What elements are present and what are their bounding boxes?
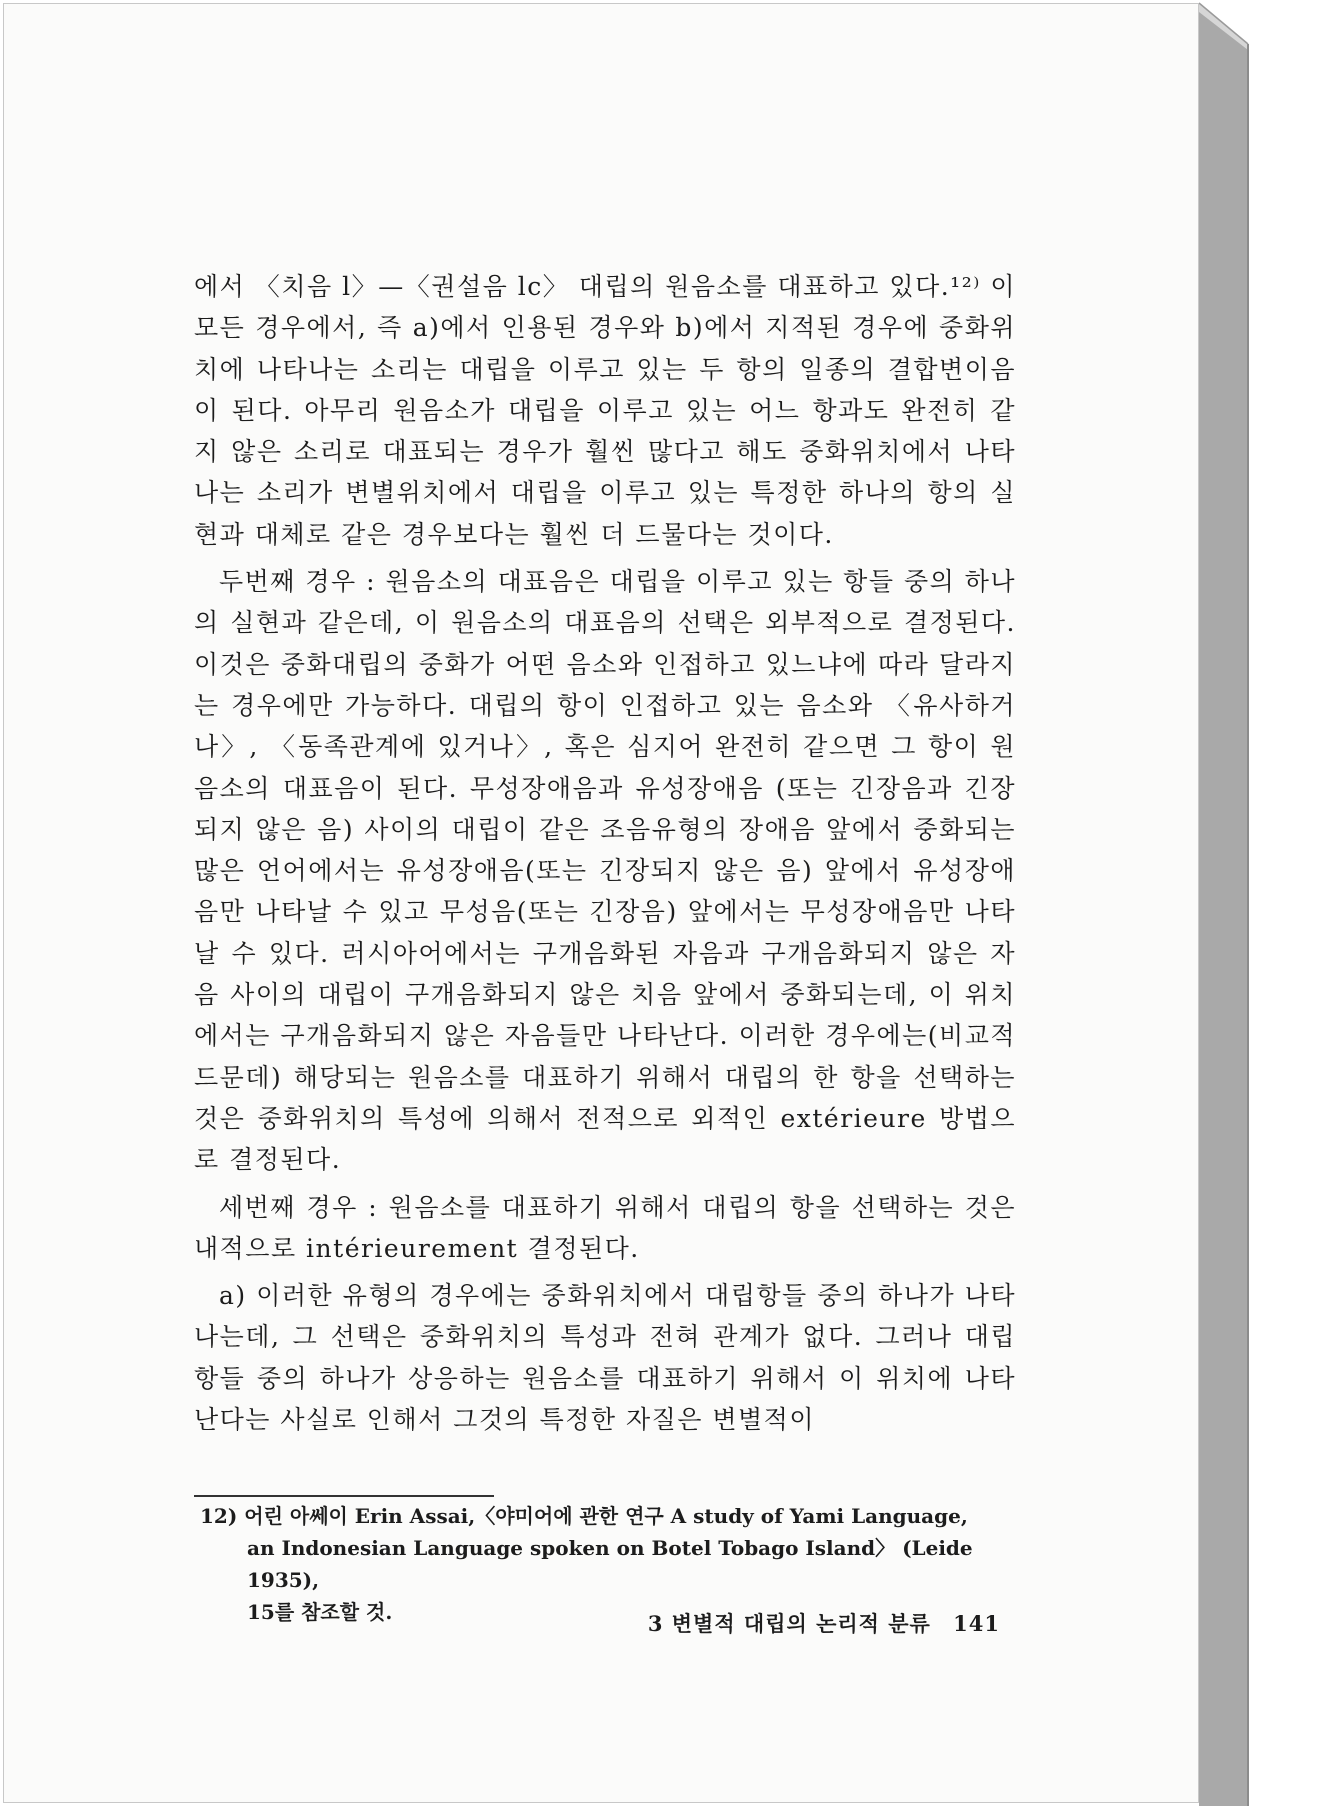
paragraph-3: 세번째 경우 : 원음소를 대표하기 위해서 대립의 항을 선택하는 것은 내적으로 intérieurement 결정된다. [194,1192,1016,1263]
page-body [194,266,1016,1440]
footnote-number: 12) [200,1504,238,1528]
footnote-text-1: 어린 아쎄이 Erin Assai,〈야미어에 관한 연구 A study of Yami Language, [244,1504,968,1528]
footnote-line-1 [200,1500,1020,1532]
chapter-title: 3 변별적 대립의 논리적 분류 [647,1611,931,1636]
paragraph-2: 두번째 경우 : 원음소의 대표음은 대립을 이루고 있는 항들 중의 하나의 실현과 같은데, 이 원음소의 대표음의 선택은 외부적으로 결정된다. 이것은 중화대립의 중화가 어떤 음소와 인접하고 있느냐에 따라 달라지는 경우에만 가능하다. 대립의 항이 인접하고 있는 음소와 〈유사하거나〉, 〈동족관계에 있거나〉, 혹은 심지어 완전히 같으면 그 항이 원음소의 대표음이 된다. 무성장애음과 유성장애음 (또는 긴장음과 긴장되지 않은 음) 사이의 대립이 같은 조음유형의 장애음 앞에서 중화되는 많은 언어에서는 유성장애음(또는 긴장되지 않은 음) 앞에서 유성장애음만 나타날 수 있고 무성음(또는 긴장음) 앞에서는 무성장애음만 나타날 수 있다. 러시아어에서는 구개음화된 자음과 구개음화되지 않은 자음 사이의 대립이 구개음화되지 않은 치음 앞에서 중화되는데, 이 위치에서는 구개음화되지 않은 자음들만 나타난다. 이러한 경우에는(비교적 드문데) 해당되는 원음소를 대표하기 위해서 대립의 한 항을 선택하는 것은 중화위치의 특성에 의해서 전적으로 외적인 extérieure 방법으로 결정된다. [194,567,1016,1175]
running-footer [620,1608,1000,1638]
paragraph-4: a) 이러한 유형의 경우에는 중화위치에서 대립항들 중의 하나가 나타나는데, 그 선택은 중화위치의 특성과 전혀 관계가 없다. 그러나 대립항들 중의 하나가 상응하는 원음소를 대표하기 위해서 이 위치에 나타난다는 사실로 인해서 그것의 특정한 자질은 변별적이 [194,1281,1016,1435]
paragraph-1: 에서 〈치음 l〉—〈권설음 lc〉 대립의 원음소를 대표하고 있다.¹²⁾ 이 모든 경우에서, 즉 a)에서 인용된 경우와 b)에서 지적된 경우에 중화위치에 나타나는 소리는 대립을 이루고 있는 두 항의 일종의 결합변이음이 된다. 아무리 원음소가 대립을 이루고 있는 어느 항과도 완전히 같지 않은 소리로 대표되는 경우가 훨씬 많다고 해도 중화위치에서 나타나는 소리가 변별위치에서 대립을 이루고 있는 특정한 하나의 항의 실현과 대체로 같은 경우보다는 훨씬 더 드물다는 것이다. [194,272,1016,549]
footnote-line-3: 15를 참조할 것. [247,1600,393,1624]
page-number: 141 [953,1611,1000,1636]
footnote-line-2: an Indonesian Language spoken on Botel Tobago Island〉 (Leide 1935), [247,1536,973,1592]
footnote-divider [194,1495,494,1497]
